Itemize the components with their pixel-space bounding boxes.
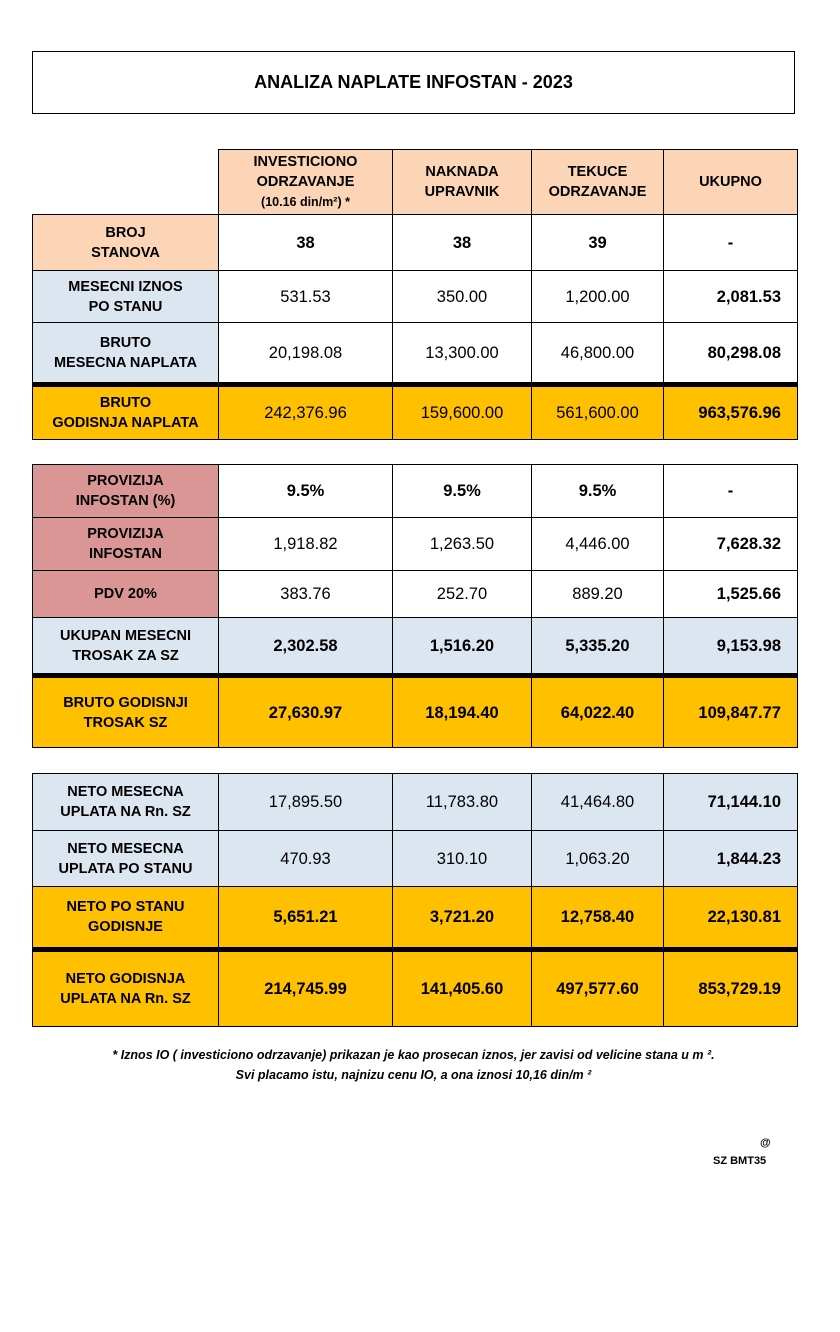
cell-value: 889.20 [532,571,664,618]
header-col4: UKUPNO [699,174,762,190]
cell-value: 531.53 [219,271,393,323]
header-investiciono [219,150,393,215]
header-row [33,150,798,215]
signature-name: SZ BMT35 [713,1155,767,1167]
table-row [33,323,798,385]
row-label [33,385,219,440]
cell-total: 7,628.32 [664,518,798,571]
cell-value: 214,745.99 [219,950,393,1027]
row-label-line1: UKUPAN MESECNI [59,627,192,644]
cell-value: 1,516.20 [393,618,532,676]
row-label [33,618,219,676]
cell-value: 64,022.40 [532,676,664,748]
table-bruto-naplata [32,149,798,440]
header-col2-line2: UPRAVNIK [424,184,500,200]
cell-value: 17,895.50 [219,774,393,831]
cell-value: 1,263.50 [393,518,532,571]
cell-value: 39 [532,215,664,271]
row-label-line2: STANOVA [91,244,160,261]
row-label: PDV 20% [33,571,219,618]
cell-value: 12,758.40 [532,887,664,950]
cell-total: 71,144.10 [664,774,798,831]
header-ukupno [664,150,798,215]
row-label-line1: NETO PO STANU [66,899,185,915]
row-label-line2: TROSAK SZ [83,714,168,731]
table-row [33,618,798,676]
cell-total: 22,130.81 [664,887,798,950]
cell-value: 242,376.96 [219,385,393,440]
row-label-line1: PROVIZIJA [87,526,164,542]
page-title [32,51,795,114]
header-col1-line3: (10.16 din/m²) * [261,195,350,209]
cell-value: 20,198.08 [219,323,393,385]
cell-value: 470.93 [219,831,393,887]
cell-total: 2,081.53 [664,271,798,323]
cell-value: 5,335.20 [532,618,664,676]
cell-value: 41,464.80 [532,774,664,831]
footnote [32,1045,795,1085]
footnote-line1: * Iznos IO ( investiciono odrzavanje) prikazan je kao prosecan iznos, jer zavisi od velicine stana u m ². [112,1048,715,1062]
cell-value: 13,300.00 [393,323,532,385]
row-label-line1: PROVIZIJA [87,473,164,489]
row-label [33,887,219,950]
row-label-line2: PO STANU [88,298,163,315]
cell-value: 1,200.00 [532,271,664,323]
table-row [33,571,798,618]
cell-value: 5,651.21 [219,887,393,950]
cell-value: 497,577.60 [532,950,664,1027]
cell-value: 9.5% [219,465,393,518]
cell-value: 9.5% [393,465,532,518]
cell-value: 350.00 [393,271,532,323]
row-label-line2: UPLATA NA Rn. SZ [60,991,191,1007]
row-label-line1: BRUTO GODISNJI [63,694,188,711]
table-row [33,385,798,440]
header-col1-line2: ODRZAVANJE [256,174,355,190]
cell-value: 1,063.20 [532,831,664,887]
signature-symbol: @ [760,1137,771,1149]
footnote-line2: Svi placamo istu, najnizu cenu IO, a ona iznosi 10,16 din/m ² [235,1068,592,1082]
row-label-line2: GODISNJE [88,919,163,935]
table-row [33,774,798,831]
cell-value: 46,800.00 [532,323,664,385]
row-label [33,518,219,571]
cell-total: - [664,465,798,518]
row-label [33,831,219,887]
cell-value: 252.70 [393,571,532,618]
row-label-line1: NETO MESECNA [67,784,184,800]
cell-value: 383.76 [219,571,393,618]
row-label-line1: MESECNI IZNOS [68,278,183,295]
row-label-line2: INFOSTAN [88,546,163,562]
cell-value: 2,302.58 [219,618,393,676]
row-label-line1: NETO GODISNJA [65,971,186,987]
table-row [33,271,798,323]
cell-total: 109,847.77 [664,676,798,748]
cell-total: 80,298.08 [664,323,798,385]
row-label [33,323,219,385]
row-label-line2: MESECNA NAPLATA [53,354,198,371]
table-row [33,465,798,518]
cell-total: 963,576.96 [664,385,798,440]
cell-value: 159,600.00 [393,385,532,440]
table-neto-uplata [32,773,798,1027]
table-row [33,887,798,950]
row-label-line1: NETO MESECNA [67,840,184,857]
header-empty-cell [33,150,219,215]
row-label-line2: GODISNJA NAPLATA [52,415,199,431]
row-label-line1: BRUTO [99,395,152,411]
row-label [33,215,219,271]
header-col3-line2: ODRZAVANJE [548,184,647,200]
table-row [33,518,798,571]
cell-value: 141,405.60 [393,950,532,1027]
cell-value: 38 [393,215,532,271]
header-tekuce [532,150,664,215]
table-row [33,215,798,271]
cell-value: 38 [219,215,393,271]
cell-value: 9.5% [532,465,664,518]
cell-value: 310.10 [393,831,532,887]
cell-total: 853,729.19 [664,950,798,1027]
table-provizija-trosak [32,464,798,748]
cell-total: - [664,215,798,271]
row-label-line2: UPLATA PO STANU [58,860,193,877]
row-label [33,950,219,1027]
row-label [33,271,219,323]
row-label-line2: INFOSTAN (%) [75,493,176,509]
cell-value: 18,194.40 [393,676,532,748]
row-label [33,465,219,518]
row-label-line2: TROSAK ZA SZ [72,647,179,664]
cell-value: 27,630.97 [219,676,393,748]
page-title-text: ANALIZA NAPLATE INFOSTAN - 2023 [254,72,573,92]
cell-value: 4,446.00 [532,518,664,571]
cell-value: 561,600.00 [532,385,664,440]
row-label-line1: BRUTO [99,334,152,351]
row-label [33,676,219,748]
table-row [33,831,798,887]
table-row [33,950,798,1027]
cell-total: 1,844.23 [664,831,798,887]
cell-value: 11,783.80 [393,774,532,831]
header-naknada [393,150,532,215]
table-row [33,676,798,748]
cell-total: 1,525.66 [664,571,798,618]
cell-value: 3,721.20 [393,887,532,950]
row-label [33,774,219,831]
row-label-line1: BROJ [105,224,146,241]
cell-total: 9,153.98 [664,618,798,676]
row-label-line2: UPLATA NA Rn. SZ [60,804,191,820]
cell-value: 1,918.82 [219,518,393,571]
header-col2-line1: NAKNADA [425,164,499,180]
header-col3-line1: TEKUCE [567,164,628,180]
header-col1-line1: INVESTICIONO [253,154,358,170]
